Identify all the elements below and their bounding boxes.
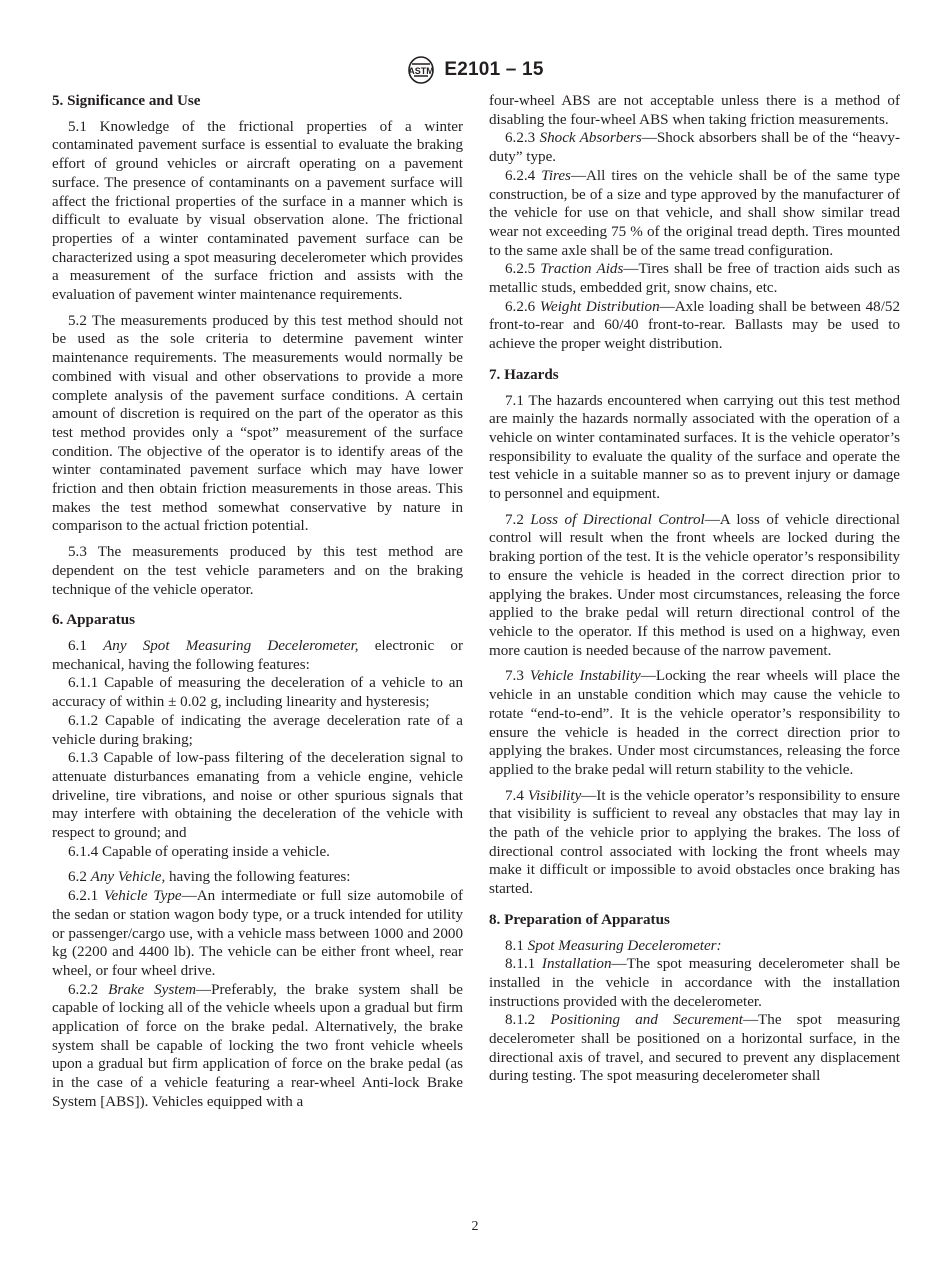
paragraph-7-2: 7.2 Loss of Directional Control—A loss of vehicle directional control will result when the front wheels are locked during the braking portion of the test. It is the vehicle operator’s responsibility to ensure the vehicle is headed in the correct direction prior to applying the brakes. Under most circumstances, releasing the force applied to the brake pedal will return directional control of the vehicle to the operator. If this method is used on a highway, even more caution is needed because of the narrow pavement.: [489, 511, 901, 659]
left-column: [52, 92, 463, 1112]
term: Installation: [541, 956, 612, 973]
section-5-heading: 5. Significance and Use: [52, 93, 201, 109]
term: Spot Measuring Decelerometer:: [527, 937, 722, 954]
section-8-heading: 8. Preparation of Apparatus: [489, 911, 670, 928]
term: Loss of Directional Control: [530, 511, 705, 528]
paragraph-5-1: 5.1 Knowledge of the frictional properties of a winter contaminated pavement surface is essential to evaluate the braking effort of ground vehicles or aircraft operating on a pavement surface. The presence of contaminants on a pavement surface will affect the frictional properties of the surface in a manner which is difficult to evaluate by visual observation alone. The frictional properties of a winter contaminated pavement surface can be characterized using a spot measuring decelerometer which provides a measurement of the surface friction and assists with the evaluation of pavement winter maintenance requirements.: [52, 118, 463, 304]
astm-logo-icon: [406, 55, 436, 85]
paragraph-5-2: 5.2 The measurements produced by this test method should not be used as the sole criteria to determine pavement winter maintenance requirements. The measurements would normally be combined with visual and other observations to provide a more complete analysis of the pavement surface conditions. A certain amount of discretion is required on the part of the operator as this test method provides only a “spot” measurement of the surface condition. The objective of the operator is to identify areas of the winter contaminated pavement surface which may have lower friction and then obtain friction measurements in those areas. This makes the test method somewhat conservative by nature in comparison to the actual friction potential.: [52, 312, 463, 535]
page-number: 2: [471, 1219, 479, 1234]
section-7-heading: 7. Hazards: [489, 366, 559, 383]
paragraph-6-1: 6.1 Any Spot Measuring Decelerometer, electronic or mechanical, having the following features:: [52, 637, 463, 673]
term: Visibility: [527, 787, 582, 804]
paragraph-6-2-1: 6.2.1 Vehicle Type—An intermediate or full size automobile of the sedan or station wagon body type, or a truck intended for utility or passenger/cargo use, with a vehicle mass between 1000 and 2000 kg (2200 and 4400 lb). The vehicle can be either front wheel, rear wheel, or four wheel drive.: [52, 888, 464, 979]
paragraph-6-2: 6.2 Any Vehicle, having the following features:: [68, 869, 351, 886]
term: Positioning and Securement: [550, 1012, 743, 1029]
section-6-heading: 6. Apparatus: [52, 612, 136, 629]
page-header: [0, 54, 950, 86]
term: Any Spot Measuring Decelerometer,: [103, 637, 359, 654]
paragraph-7-1: 7.1 The hazards encountered when carrying out this test method are mainly the hazards normally associated with the operation of a vehicle on winter contaminated surfaces. It is the vehicle operator’s responsibility to evaluate the quality of the surface and operate the test vehicle in a suitable manner so as to prevent injury or damage to personnel and equipment.: [489, 392, 900, 503]
term: Any Vehicle,: [90, 869, 166, 886]
svg-text:ASTM: ASTM: [408, 66, 435, 76]
document-id: E2101 – 15: [444, 59, 544, 80]
paragraph-6-2-6: 6.2.6 Weight Distribution—Axle loading shall be between 48/52 front-to-rear and 60/40 front-to-rear. Ballasts may be used to achieve the proper weight distribution.: [489, 298, 900, 353]
paragraph-6-2-2: 6.2.2 Brake System—Preferably, the brake system shall be capable of locking all of the vehicle wheels upon a gradual but firm application of force on the brake pedal. Alternatively, the brake system shall be capable of locking the two front vehicle wheels upon a gradual but firm application of force on the brake pedal (as in the case of a vehicle featuring a rear-wheel Anti-lock Brake System [ABS]). Vehicles equipped with a: [52, 981, 463, 1110]
right-column: [489, 92, 900, 1086]
term: Brake System: [108, 981, 196, 998]
term: Tires: [541, 167, 571, 184]
paragraph-6-1-3: 6.1.3 Capable of low-pass filtering of the deceleration signal to attenuate disturbances emanating from a vehicle engine, vehicle driveline, tire vibrations, and noise or other spurious signals that may interfere with obtaining the deceleration of the vehicle with respect to ground; and: [52, 750, 463, 842]
term: Vehicle Type: [104, 888, 182, 905]
paragraph-6-2-3: 6.2.3 Shock Absorbers—Shock absorbers shall be of the “heavy-duty” type.: [489, 130, 900, 166]
paragraph-6-1-1: 6.1.1 Capable of measuring the deceleration of a vehicle to an accuracy of within ± 0.02 g, including linearity and hysteresis;: [52, 675, 463, 711]
paragraph-6-2-2-continued: four-wheel ABS are not acceptable unless there is a method of disabling the four-wheel ABS when taking friction measurements.: [489, 93, 900, 128]
paragraph-7-4: 7.4 Visibility—It is the vehicle operator’s responsibility to ensure that visibility is sufficient to reveal any obstacles that may lay in the path of the vehicle prior to applying the brakes. The loss of directional control associated with locking the front wheels may make it difficult or impossible to avoid obstacles once braking has started.: [489, 787, 900, 898]
paragraph-6-1-4: 6.1.4 Capable of operating inside a vehicle.: [68, 843, 330, 860]
term: Vehicle Instability: [529, 668, 641, 685]
paragraph-8-1-1: 8.1.1 Installation—The spot measuring decelerometer shall be installed in the vehicle in accordance with the installation instructions provided with the decelerometer.: [489, 956, 900, 1010]
paragraph-7-3: 7.3 Vehicle Instability—Locking the rear wheels will place the vehicle in an unstable condition which may cause the vehicle to rotate “end-to-end”. It is the vehicle operator’s responsibility to ensure the vehicle is headed in the correct direction prior to applying the brakes. Under most circumstances, releasing the force applied to the brake pedal will return stability to the vehicle.: [489, 668, 901, 778]
paragraph-8-1-2: 8.1.2 Positioning and Securement—The spot measuring decelerometer shall be positioned on a horizontal surface, in the directional axis of travel, and secured to prevent any displacement during testing. The spot measuring decelerometer shall: [489, 1012, 900, 1085]
term: Weight Distribution: [539, 298, 660, 315]
term: Shock Absorbers: [539, 130, 642, 147]
paragraph-6-1-2: 6.1.2 Capable of indicating the average deceleration rate of a vehicle during braking;: [52, 712, 463, 748]
paragraph-6-2-4: 6.2.4 Tires—All tires on the vehicle shall be of the same type construction, be of a size and type approved by the manufacturer of the vehicle for use on that vehicle, and shall show similar tread wear not exceeding 75 % of the original tread depth. Tires mounted to the same axle shall be of the same tread configuration.: [489, 167, 900, 259]
paragraph-5-3: 5.3 The measurements produced by this test method are dependent on the test vehicle parameters and on the braking technique of the vehicle operator.: [52, 544, 463, 598]
paragraph-8-1: 8.1 Spot Measuring Decelerometer:: [505, 937, 722, 954]
paragraph-6-2-5: 6.2.5 Traction Aids—Tires shall be free of traction aids such as metallic studs, embedded grit, snow chains, etc.: [489, 261, 901, 297]
term: Traction Aids: [540, 261, 624, 278]
